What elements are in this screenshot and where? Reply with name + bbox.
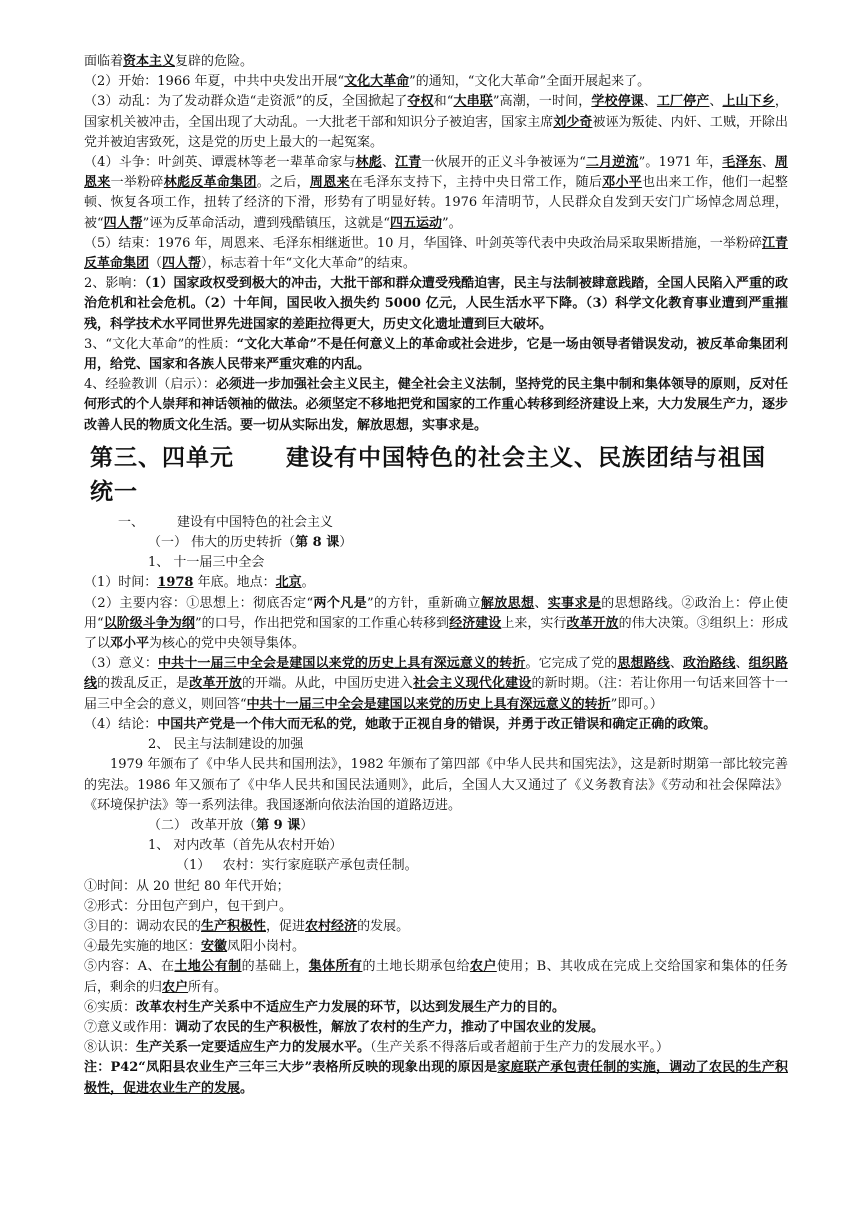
paragraph-nature	[84, 335, 788, 375]
paragraph-content	[84, 594, 788, 655]
key-term: 经济建设	[449, 615, 502, 631]
text: （2）开始：1966 年夏，中共中央发出开展“	[84, 74, 345, 90]
text: （4）斗争：叶剑英、谭震林等老一辈革命家与	[84, 155, 356, 171]
text: （1）时间：	[84, 575, 158, 591]
text: 3、“文化大革命”的性质：	[84, 336, 237, 352]
unit-title: 建设有中国特色的社会主义、民族团结与祖国统一	[90, 444, 766, 505]
text: （2）主要内容：①思想上：彻底否定“	[84, 595, 314, 611]
text: （一） 伟大的历史转折（	[148, 535, 296, 551]
text: 、	[669, 656, 684, 672]
key-term: 改革开放	[566, 615, 619, 631]
paragraph-time	[84, 573, 788, 593]
key-term: 上山下乡	[722, 94, 775, 110]
key-term: 四人帮	[103, 215, 143, 231]
text: 一举粉碎	[110, 175, 164, 191]
paragraph-r4	[84, 937, 788, 957]
key-term: 毛泽东	[722, 155, 762, 171]
key-term: 资本主义	[123, 54, 176, 69]
text: 被诬为叛徒、内奸、工贼，开除出党并被迫害致死，这是党的历史上最大的一起冤案。	[84, 114, 788, 150]
paragraph-law: 1979 年颁布了《中华人民共和国刑法》，1982 年颁布了第四部《中华人民共和国宪法》，这是新时期第一部比较完善的宪法。1986 年又颁布了《中华人民共和国民法通则》，此后，全国人大又通过了《义务教育法》《劳动和社会保障法》《环境保护法》等一系列法律。我国逐渐向依法治国的道路迈进。	[84, 757, 788, 813]
text: ）	[300, 817, 314, 833]
section-heading: 一、 建设有中国特色的社会主义	[118, 514, 334, 530]
item-heading: 1、 对内改革（首先从农村开始）	[148, 838, 343, 854]
key-term: 工厂停产	[656, 94, 710, 110]
emphasis-text: 中国共产党是一个伟大而无私的党，她敢于正视自身的错误，并勇于改正错误和确定正确的政策。	[157, 716, 717, 732]
key-term: 四人帮	[162, 256, 202, 272]
item-heading: 2、 民主与法制建设的加强	[148, 737, 304, 753]
paragraph-r3	[84, 917, 788, 937]
key-term: 解放思想	[480, 595, 535, 611]
text: 的思想路线。②政治上：停止使用“	[84, 595, 788, 631]
text: ”即可。）	[610, 696, 663, 712]
text: （3）动乱：为了发动群众造“走资派”的反，全国掀起了	[84, 94, 408, 110]
unit-heading	[90, 441, 788, 509]
key-term: 中共十一届三中全会是建国以来党的历史上具有深远意义的转折	[158, 656, 526, 672]
paragraph-r5	[84, 957, 788, 997]
text: （5）结束：1976 年，周恩来、毛泽东相继逝世。10 月，华国锋、叶剑英等代表中央政治局采取果断措施，一举粉碎	[84, 235, 762, 251]
text: 的伟大决策。③组织上：形成了以	[84, 615, 788, 652]
text: ”。	[441, 215, 462, 231]
key-term: 江青反革命集团	[84, 235, 788, 272]
key-term: 生产积极性	[201, 918, 267, 934]
key-term: 政治路线	[683, 656, 736, 672]
emphasis-text: “文化大革命”不是任何意义上的革命或社会进步，它是一场由领导者错误发动，被反革命集团利用，给党、国家和各族人民带来严重灾难的内乱。	[84, 336, 788, 373]
rural-heading: （1） 农村：实行家庭联产承包责任制。	[176, 858, 418, 874]
text: 的拨乱反正，是	[97, 676, 190, 692]
text: ”诬为反革命活动，遭到残酷镇压，这就是“	[142, 215, 390, 231]
key-term: 邓小平	[602, 175, 643, 191]
key-term: 以阶级斗争为纲	[103, 615, 195, 631]
text: 。之后，	[256, 175, 310, 191]
key-term: 家庭联产承包责任制的实施，调动了农民的生产积极性，促进农业生产的发展	[84, 1060, 788, 1096]
text: 年底。地点：	[193, 575, 276, 591]
text: 、	[735, 656, 749, 672]
key-term: 中共十一届三中全会是建国以来党的历史上具有深远意义的转折	[246, 696, 611, 712]
text: 的土地长期承包给	[362, 959, 470, 975]
paragraph-r1: ①时间：从 20 世纪 80 年代开始；	[84, 878, 290, 894]
text: ，国家机关被冲击，全国出现了大动乱。一大批老干部和知识分子被迫害，国家主席	[84, 94, 788, 130]
text: 使用；B、其收成在完成上交给国家和集体的任务后，剩余的归	[84, 959, 788, 995]
paragraph-capitalism-risk	[84, 52, 788, 72]
key-term: 二月逆流	[585, 155, 639, 171]
text: 4、经验教训（启示）：	[84, 377, 216, 393]
text: 的开端。从此，中国历史进入	[241, 676, 413, 692]
key-term: 周恩来	[309, 175, 350, 191]
key-term: 刘少奇	[553, 114, 593, 130]
text: 面临着	[84, 54, 124, 69]
key-term: 社会主义现代化建设	[413, 676, 532, 692]
text: 。	[301, 575, 315, 591]
text: （4）结论：	[84, 716, 158, 732]
key-term: 农户	[469, 959, 497, 975]
paragraph-r2: ②形式：分田包产到户，包干到户。	[84, 898, 293, 914]
lesson-number: 第 8 课	[295, 535, 340, 551]
key-term: 大串联	[453, 94, 493, 110]
text: ）	[339, 535, 353, 551]
key-term: 两个凡是	[313, 595, 367, 611]
text: 在毛泽东支持下，主持中央日常工作，随后	[349, 175, 603, 191]
key-term: 林彪反革命集团	[163, 175, 257, 191]
key-term: 北京	[275, 575, 302, 591]
text: 、	[709, 94, 723, 110]
text: ），标志着十年“文化大革命”的结束。	[201, 256, 416, 272]
key-term: 夺权	[407, 94, 434, 110]
text: 复辟的危险。	[175, 54, 254, 69]
emphasis-text: （1）国家政权受到极大的冲击，大批干部和群众遭受残酷迫害，民主与法制被肆意践踏，全国人民陷入严重的政治危机和社会危机。（2）十年间，国民收入损失约 5000 亿元，人民生活水平下降。（3）科学文化教育事业遭到严重摧残，科学技术水平同世界先进国家的差距拉得更大，历史文化遗址遭到巨大破坏。	[84, 276, 789, 332]
text: 所有。	[188, 979, 228, 995]
text: ”的方针，重新确立	[366, 595, 481, 611]
key-term: 农村经济	[305, 918, 358, 934]
text: 、	[643, 94, 657, 110]
key-term: 农户	[162, 979, 189, 995]
text: 、	[534, 595, 548, 611]
subsection-heading	[84, 533, 788, 553]
key-term: 组织路线	[84, 656, 788, 692]
text: ”。1971 年，	[638, 155, 723, 171]
text: ”的口号，作出把党和国家的工作重心转移到	[194, 615, 450, 631]
paragraph-r6	[84, 998, 788, 1018]
paragraph-start	[84, 72, 788, 92]
text: ④最先实施的地区：	[84, 939, 202, 955]
text: ⑤内容：A、在	[84, 959, 175, 975]
text: 。	[240, 1080, 254, 1096]
key-term: 土地公有制	[174, 959, 242, 975]
paragraph-lesson	[84, 375, 788, 436]
key-term: 四五运动	[389, 215, 442, 231]
key-term: 改革开放	[189, 676, 242, 692]
paragraph-meaning	[84, 654, 788, 715]
text: 凤阳小岗村。	[227, 939, 306, 955]
text: ”的通知，“文化大革命”全面开展起来了。	[409, 74, 651, 90]
text: ⑧认识：	[84, 1040, 137, 1056]
lesson-number: 第 9 课	[256, 817, 301, 833]
paragraph-r7	[84, 1018, 788, 1038]
key-term: 邓小平	[110, 636, 150, 652]
text: 也出来工作，他们一起整顿、恢复各项工作，扭转了经济的下滑，形势有了明显好转。1976 年清明节，人民群众自发到天安门广场悼念周总理，被“	[84, 175, 788, 231]
text: （3）意义：	[84, 656, 159, 672]
key-term: 1978	[157, 575, 194, 591]
key-term: 学校停课	[591, 94, 644, 110]
text: （二） 改革开放（	[148, 817, 257, 833]
key-term: 安徽	[201, 939, 228, 955]
text: ⑦意义或作用：	[84, 1019, 176, 1035]
text: （生产关系不得落后或者超前于生产力的发展水平。）	[370, 1040, 670, 1056]
emphasis-text: 调动了农民的生产积极性，解放了农村的生产力，推动了中国农业的发展。	[175, 1019, 605, 1035]
text: ，促进	[266, 918, 306, 934]
unit-number: 第三、四单元	[90, 444, 234, 471]
emphasis-text: 改革农村生产关系中不适应生产力发展的环节，以达到发展生产力的目的。	[136, 999, 566, 1015]
key-term: 林彪	[355, 155, 382, 171]
paragraph-turmoil	[84, 92, 788, 153]
text: 、	[381, 155, 396, 171]
paragraph-end	[84, 234, 788, 274]
text: ③目的：调动农民的	[84, 918, 202, 934]
subsection-heading	[84, 816, 788, 836]
text: 2、影响：	[84, 276, 145, 292]
paragraph-conclusion	[84, 715, 788, 735]
paragraph-impact	[84, 274, 788, 335]
text: （	[149, 256, 163, 272]
key-term: 集体所有	[308, 959, 363, 975]
paragraph-note	[84, 1058, 788, 1098]
text: 。它完成了党的	[525, 656, 618, 672]
text: ⑥实质：	[84, 999, 137, 1015]
key-term: 周恩来	[84, 155, 788, 191]
text: ”高潮，一时间，	[492, 94, 592, 110]
key-term: 文化大革命	[344, 74, 410, 90]
paragraph-struggle	[84, 153, 788, 234]
key-term: 江青	[395, 155, 422, 171]
text: 和“	[433, 94, 454, 110]
text: 为核心的党中央领导集体。	[149, 636, 306, 652]
item-heading: 1、 十一届三中全会	[148, 555, 265, 571]
key-term: 实事求是	[547, 595, 602, 611]
emphasis-text: 必须进一步加强社会主义民主，健全社会主义法制，坚持党的民主集中制和集体领导的原则，反对任何形式的个人崇拜和神话领袖的做法。必须坚定不移地把党和国家的工作重心转移到经济建设上来，大力发展生产力，逐步改善人民的物质文化生活。要一切从实际出发，解放思想，实事求是。	[84, 377, 788, 433]
text: 的新时期。（注：若让你用一句话来回答十一届三中全会的意义，则回答“	[84, 676, 788, 712]
key-term: 思想路线	[617, 656, 670, 672]
text: 的发展。	[357, 918, 410, 934]
text: 注：P42“凤阳县农业生产三年三大步”表格所反映的现象出现的原因是	[84, 1060, 498, 1076]
emphasis-text: 生产关系一定要适应生产力的发展水平。	[136, 1040, 371, 1056]
text: 的基础上，	[241, 959, 309, 975]
text: 一伙展开的正义斗争被诬为“	[421, 155, 586, 171]
text: 、	[761, 155, 775, 171]
text: 上来，实行	[501, 615, 567, 631]
paragraph-r8	[84, 1038, 788, 1058]
